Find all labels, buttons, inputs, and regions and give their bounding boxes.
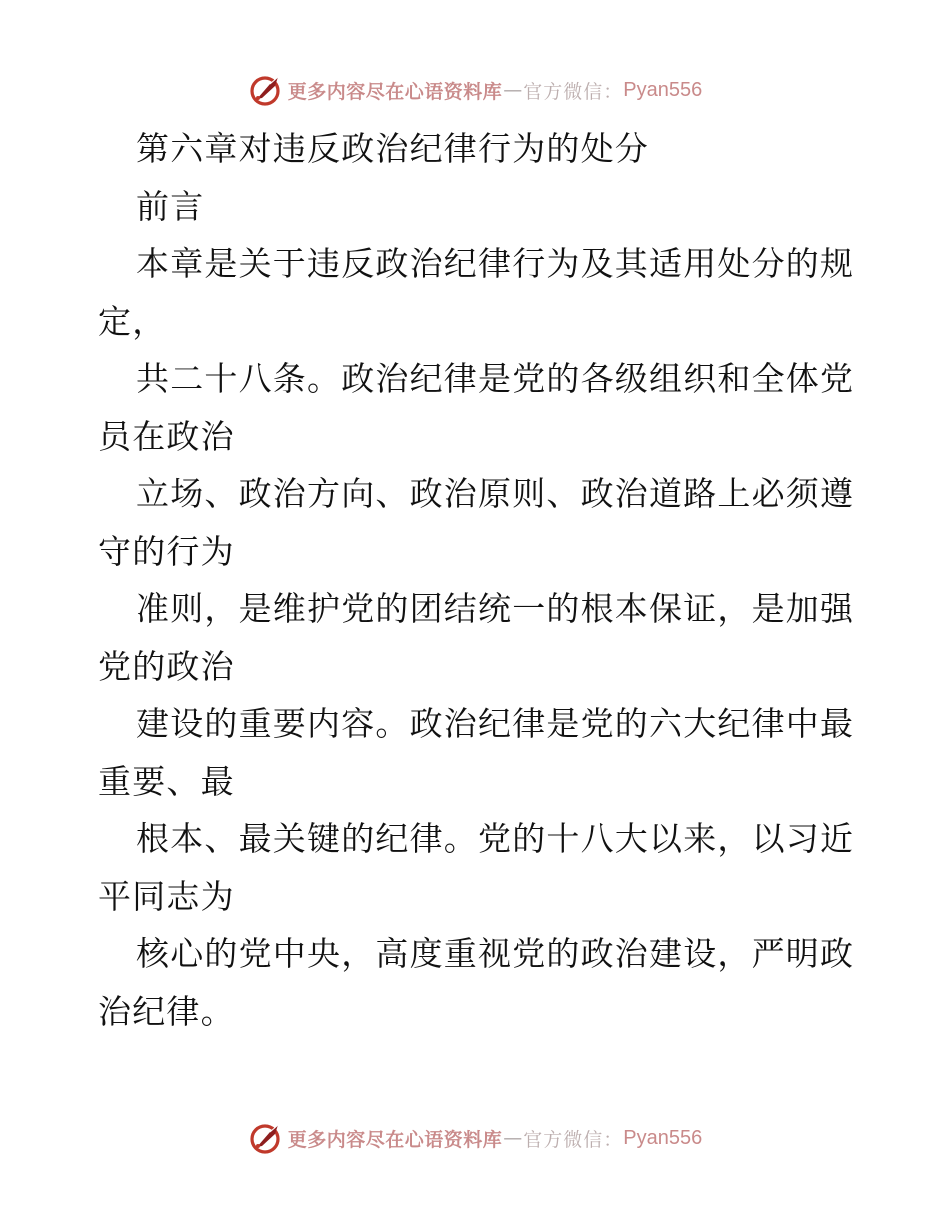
- watermark-wechat-id: Pyan556: [623, 78, 703, 101]
- chapter-title: 第六章对违反政治纪律行为的处分: [136, 129, 649, 168]
- text-line: 建设的重要内容。政治纪律是党的六大纪律中最: [136, 704, 855, 743]
- text-line: 立场、政治方向、政治原则、政治道路上必须遵: [136, 474, 855, 513]
- quill-pen-logo-icon: [248, 1120, 284, 1156]
- watermark-dash: —: [503, 79, 523, 101]
- text-line: 准则，是维护党的团结统一的根本保证，是加强: [136, 589, 855, 628]
- watermark-wechat-id: Pyan556: [623, 1126, 703, 1149]
- watermark-site-text: 更多内容尽在心语资料库: [287, 80, 503, 103]
- text-line: 根本、最关键的纪律。党的十八大以来，以习近: [136, 819, 855, 858]
- footer-watermark: [0, 1118, 950, 1158]
- text-line: 平同志为: [98, 876, 235, 916]
- header-watermark: [0, 70, 950, 110]
- text-line: 共二十八条。政治纪律是党的各级组织和全体党: [136, 359, 855, 398]
- quill-pen-logo-icon: [248, 72, 284, 108]
- watermark-site-text: 更多内容尽在心语资料库: [287, 1128, 503, 1151]
- text-line: 党的政治: [98, 646, 235, 686]
- text-line: 核心的党中央，高度重视党的政治建设，严明政: [136, 934, 855, 973]
- document-body: [98, 120, 858, 1040]
- text-line: 守的行为: [98, 531, 235, 571]
- text-line: 治纪律。: [98, 991, 235, 1031]
- section-heading: 前言: [136, 186, 205, 226]
- text-line: 重要、最: [98, 761, 235, 801]
- text-line: 定，: [98, 301, 167, 341]
- text-line: 本章是关于违反政治纪律行为及其适用处分的规: [136, 244, 855, 283]
- text-line: 员在政治: [98, 416, 235, 456]
- watermark-dash: —: [503, 1127, 523, 1149]
- watermark-wechat-label: 官方微信：: [523, 80, 624, 103]
- watermark-wechat-label: 官方微信：: [523, 1128, 624, 1151]
